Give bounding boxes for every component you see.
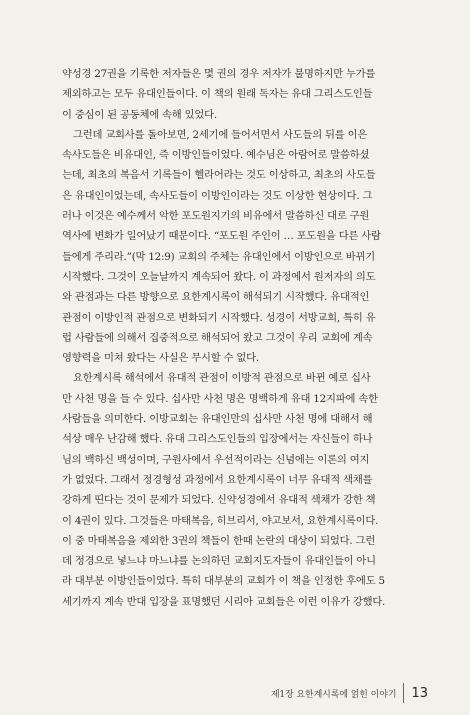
text-line: 와 관점과는 다른 방향으로 요한계시록이 해석되기 시작했다. 유대적인 [62, 291, 370, 304]
text-line: 속사도들은 비유대인, 즉 이방인들이었다. 예수님은 아람어로 말씀하셨 [62, 149, 370, 162]
page-footer [271, 682, 428, 704]
text-line: 럽 사람들에 의해서 집중적으로 해석되어 왔고 그것이 우리 교회에 계속 [62, 331, 373, 344]
paragraph-start-line: 그런데 교회사를 돌아보면, 2세기에 들어서면서 사도들의 뒤를 이은 [73, 128, 368, 141]
text-line: 이 중 마태복음을 제외한 3권의 책들이 한때 논란의 대상이 되었다. 그런 [62, 534, 376, 547]
footer-divider [403, 683, 404, 703]
text-line: 약성경 27권을 기록한 저자들은 몇 권의 경우 저자가 불명하지만 누가를 [62, 68, 376, 80]
text-line: 라 대부분 이방인들이었다. 특히 대부분의 교회가 이 책을 인정한 후에도 5 [62, 575, 385, 588]
text-line: 역사에 변화가 일어났기 때문이다. “포도원 주인이 … 포도원을 다른 사람 [62, 230, 381, 243]
text-line: 사람들을 의미한다. 이방교회는 유대인만의 십사만 사천 명에 대해서 해 [62, 413, 373, 426]
text-line: 영향력을 미쳐 왔다는 사실은 무시할 수 없다. [62, 352, 259, 365]
text-line: 석상 매우 난감해 했다. 유대 그리스도인들의 입장에서는 자신들이 하나 [62, 433, 373, 446]
paragraph-start-line: 요한계시록 해석에서 유대적 관점이 이방적 관점으로 바뀐 예로 십사 [73, 372, 371, 385]
text-line: 세기까지 계속 반대 입장을 표명했던 시리아 교회들은 이런 이유가 강했다. [62, 595, 386, 608]
text-line: 이 4권이 있다. 그것들은 마태복음, 히브리서, 야고보서, 요한계시록이다. [62, 514, 379, 527]
text-line: 제외하고는 모두 유대인들이다. 이 책의 원래 독자는 유대 그리스도인들 [62, 88, 373, 101]
page-number: 13 [411, 685, 428, 701]
text-line: 가 없었다. 그래서 정경형성 과정에서 요한계시록이 너무 유대적 색채를 [62, 473, 373, 486]
text-line: 시작했다. 그것이 오늘날까지 계속되어 왔다. 이 과정에서 원저자의 의도 [62, 270, 376, 283]
text-line: 이 중심이 된 공동체에 속해 있었다. [62, 108, 217, 121]
text-line: 만 사천 명을 들 수 있다. 십사만 사천 명은 명백하게 유대 12지파에 속한 [62, 392, 378, 405]
text-line: 는데, 최초의 복음서 기록들이 헬라어라는 것도 이상하고, 최초의 사도들 [62, 169, 376, 182]
text-line: 관점이 이방인적 관점으로 변화되기 시작했다. 성경이 서방교회, 특히 유 [62, 311, 376, 324]
text-line: 님의 백하신 백성이며, 구원사에서 우선적이라는 신념에는 이론의 여지 [62, 453, 370, 466]
body-text [62, 64, 430, 612]
chapter-running-title: 제1장 요한계시록에 얽힌 이야기 [270, 689, 397, 700]
text-line: 강하게 띤다는 것이 문제가 되었다. 신약성경에서 유대적 색채가 강한 책 [62, 494, 376, 507]
text-line: 은 유대인이었는데, 속사도들이 이방인이라는 것도 이상한 현상이다. 그 [62, 189, 373, 202]
text-line: 들에게 주리라.”(막 12:9) 교회의 주체는 유대인에서 이방인으로 바뀌기 [62, 250, 376, 263]
text-line: 데 정경으로 넣느냐 마느냐를 논의하던 교회지도자들이 유대인들이 아니 [62, 555, 376, 568]
text-line: 러나 이것은 예수께서 악한 포도원지기의 비유에서 말씀하신 대로 구원 [62, 210, 370, 223]
